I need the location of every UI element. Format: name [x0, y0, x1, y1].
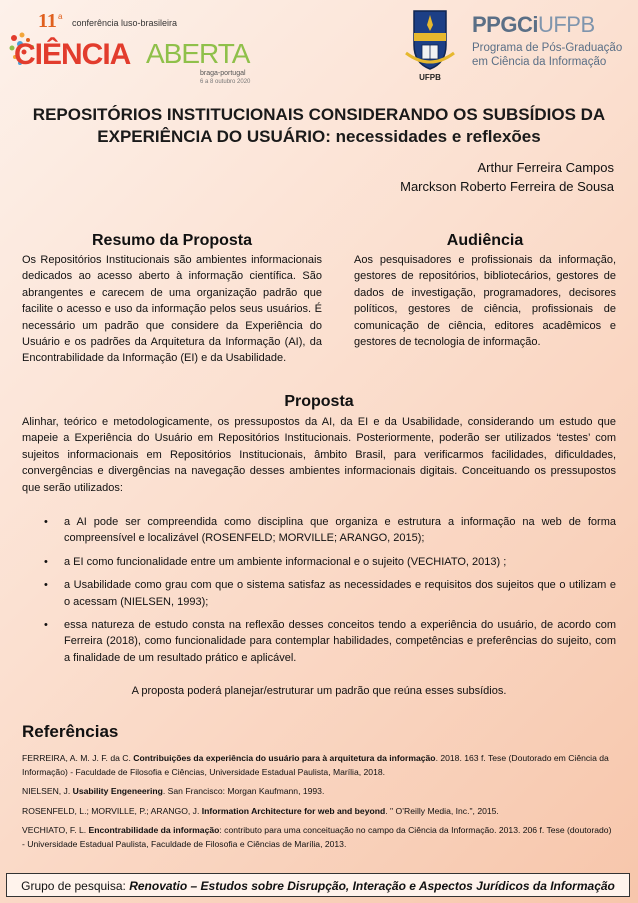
bullet-icon: •: [44, 555, 48, 568]
reference-title: Contribuições da experiência do usuário para à arquitetura da informação: [133, 753, 436, 763]
footer-prefix: Grupo de pesquisa:: [21, 879, 130, 893]
title-line-2: EXPERIÊNCIA DO USUÁRIO: necessidades e reflexões: [97, 127, 541, 146]
ppgci-program-line1: Programa de Pós-Graduação: [472, 42, 623, 54]
audiencia-heading: Audiência: [446, 232, 524, 249]
conference-edition-sup: a: [58, 12, 63, 21]
proposta-text: Alinhar, teórico e metodologicamente, os pressupostos da AI, da EI e da Usabilidade, considerando um estudo que mapeie a Experiência do Usuário em Repositórios Institucionais. Posteriormente, poderão ser utilizados ‘testes’ com sujeitos informacionais em Repositórios Institucionais, âmbito Brasil, para verificarmos facilidades, dificuldades, convergências e divergências na navegação desses ambientes informacionais digitais. Conceituando os pressupostos que serão utilizados:: [22, 416, 616, 494]
ppgci-logo: [472, 12, 632, 82]
bullet-text: essa natureza de estudo consta na reflexão desses conceitos tendo a experiência do usuário, de acordo com Ferreira (2018), como funcionalidade para contemplar habilidades, competências e preferências do sujeito, com a finalidade de um resultado prático e aplicável.: [64, 619, 616, 664]
conference-city: braga-portugal: [200, 70, 246, 77]
ppgci-title: [472, 12, 595, 38]
title-line-1: REPOSITÓRIOS INSTITUCIONAIS CONSIDERANDO OS SUBSÍDIOS DA: [32, 105, 606, 124]
reference-title: Information Architecture for web and beyond: [201, 805, 386, 816]
reference-title: Encontrabilidade da informação: [88, 825, 220, 835]
list-item: [40, 577, 616, 610]
conference-edition: 11: [38, 10, 57, 32]
ufpb-crest-icon: [400, 5, 460, 73]
bullet-text: a AI pode ser compreendida como disciplina que organiza e estrutura a informação na web de forma compreensível e localizável (ROSENFELD; MORVILLE; ARANGO, 2015);: [64, 516, 616, 545]
footer-group-name: Renovatio – Estudos sobre Disrupção, Interação e Aspectos Jurídicos da Informação: [129, 879, 615, 893]
resumo-heading: Resumo da Proposta: [91, 232, 253, 249]
proposta-bullet-list: [40, 514, 616, 673]
list-item: [40, 554, 616, 570]
reference-details: . 2018. 163 f. Tese (Doutorado em Ciência da Informação) - Faculdade de Filosofia e Ciências, Universidade Estadual Paulista, Marília, 2018.: [22, 753, 609, 777]
bullet-icon: •: [44, 579, 48, 592]
bullet-icon: •: [44, 516, 48, 528]
list-item: [40, 617, 616, 666]
bullet-text: a Usabilidade como grau com que o sistema satisfaz as necessidades e requisitos dos sujeitos que o utilizam e o acessam (NIELSEN, 1993);: [64, 579, 616, 608]
conference-logo: [8, 8, 268, 88]
reference-details: . " O’Reilly Media, Inc.", 2015.: [385, 805, 499, 816]
research-group-footer: [6, 873, 630, 897]
reference-details: . San Francisco: Morgan Kaufmann, 1993.: [162, 786, 325, 796]
authors: [400, 158, 614, 196]
reference-authors: VECHIATO, F. L.: [22, 825, 89, 835]
ppgci-program-line2: em Ciência da Informação: [472, 56, 607, 68]
proposta-heading: Proposta: [284, 393, 354, 410]
poster-title: [20, 104, 618, 148]
list-item: [40, 514, 616, 547]
bullet-text: a EI como funcionalidade entre um ambiente informacional e o sujeito (VECHIATO, 2013) ;: [64, 555, 507, 568]
reference-item: [22, 805, 616, 819]
conference-word-aberta: ABERTA: [146, 38, 250, 69]
conference-date: 6 a 8 outubro 2020: [200, 79, 251, 85]
referencias-heading: Referências: [22, 722, 119, 741]
audiencia-text: Aos pesquisadores e profissionais da informação, gestores de repositórios, bibliotecários, gestores de dados de investigação, programadores, decisores políticos, gestores de ciência, profissionais de comunicação de ciência, editores acadêmicos e gestores de tecnologia de informação.: [354, 254, 616, 349]
ppgci-suffix: UFPB: [537, 12, 595, 37]
ufpb-label: UFPB: [419, 73, 441, 82]
conference-word-ciencia: CIÊNCIA: [14, 38, 131, 71]
reference-item: [22, 752, 616, 779]
reference-list: [22, 752, 616, 857]
ufpb-logo: [400, 5, 460, 87]
reference-item: [22, 824, 616, 851]
conference-name: conferência luso-brasileira: [72, 18, 178, 28]
author-1: Arthur Ferreira Campos: [477, 160, 614, 175]
ppgci-prefix: PPGCi: [472, 12, 538, 37]
reference-item: [22, 785, 616, 799]
reference-title: Usability Engeneering: [72, 786, 163, 796]
author-2: Marckson Roberto Ferreira de Sousa: [400, 179, 614, 194]
reference-authors: ROSENFELD, L.; MORVILLE, P.; ARANGO, J.: [22, 805, 202, 816]
resumo-text: Os Repositórios Institucionais são ambientes informacionais dedicados ao acesso aberto à informação científica. São abrangentes e carecem de uma organização padrão que facilite o acesso e uso da informação pelos seus usuários. É necessário um padrão que considere da Experiência do Usuário e os padrões da Arquitetura da Informação (AI), da Encontrabilidade da Informação (EI) e da Usabilidade.: [22, 254, 322, 365]
reference-authors: NIELSEN, J.: [22, 786, 73, 796]
proposta-closing: A proposta poderá planejar/estruturar um padrão que reúna esses subsídios.: [131, 685, 507, 697]
reference-details: : contributo para uma conceituação no campo da Ciência da Informação. 2013. 206 f. Tese (doutorado) - Universidade Estadual Paulista, Faculdade de Filosofia e Ciências de Marília, 2013.: [22, 825, 612, 849]
reference-authors: FERREIRA, A. M. J. F. da C.: [22, 753, 134, 763]
bullet-icon: •: [44, 619, 48, 632]
